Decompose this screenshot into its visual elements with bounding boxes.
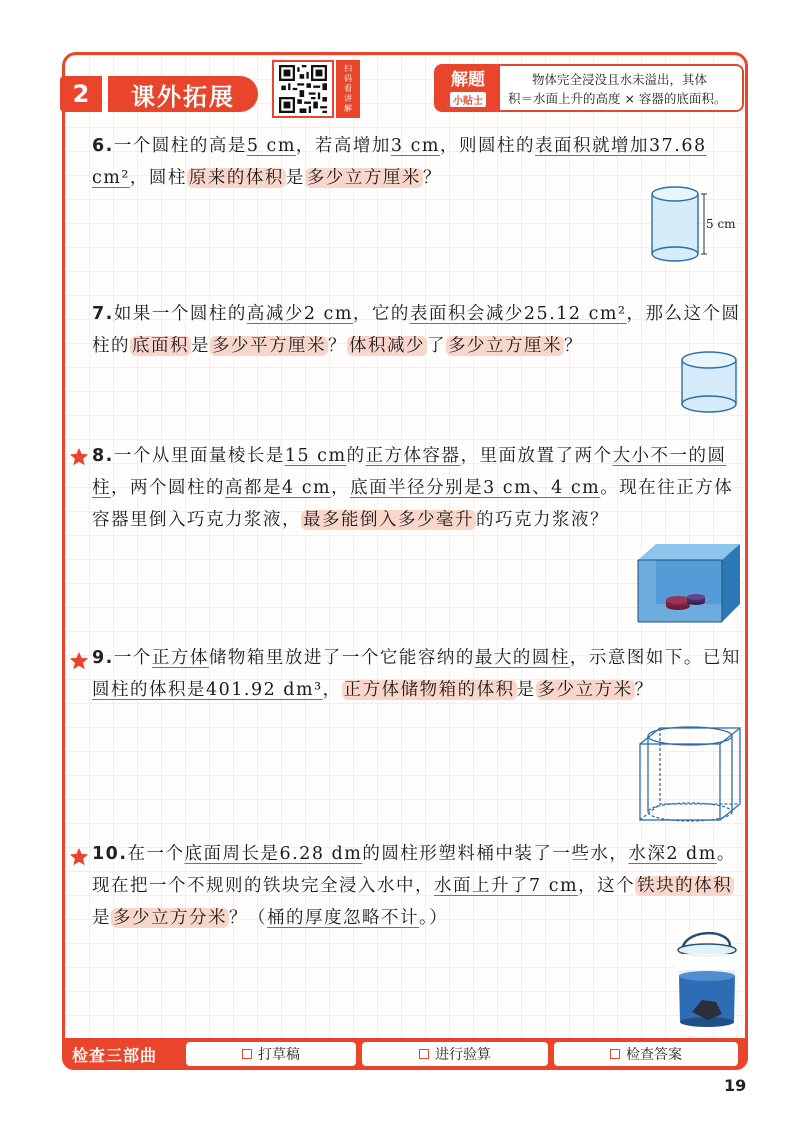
- section-number: 2: [60, 76, 102, 112]
- problem-7: 7.如果一个圆柱的高减少2 cm，它的表面积会减少25.12 cm²，那么这个圆柱的 底面积 是 多少平方厘米 ？ 体积减少 了 多少立方厘米 ？: [92, 304, 741, 356]
- check-item-answer[interactable]: 检查答案: [554, 1042, 738, 1066]
- star-icon: [68, 650, 90, 672]
- check-item-verify[interactable]: 进行验算: [362, 1042, 548, 1066]
- cube-cylinder-figure: [636, 724, 744, 824]
- cube-container-figure: [634, 540, 744, 626]
- tip-box: [434, 64, 744, 112]
- star-icon: [68, 846, 90, 868]
- problem-10: 10.在一个底面周长是6.28 dm的圆柱形塑料桶中装了一些水，水深2 dm。现在把一个不规则的铁块完全浸入水中，水面上升了7 cm，这个 铁块的体积是 多少立方分米 ？（桶的厚度忽略不计。）: [92, 844, 736, 928]
- cylinder-figure-6: [644, 184, 744, 266]
- tip-text: 物体完全浸没且水未溢出，其体 积＝水面上升的高度 × 容器的底面积。: [508, 72, 727, 106]
- problem-6: 6.一个圆柱的高是5 cm，若高增加3 cm，则圆柱的表面积就增加37.68 cm²，圆柱 原来的体积 是 多少立方厘米 ？: [92, 136, 707, 188]
- checkbox-icon[interactable]: [419, 1049, 429, 1059]
- qr-caption: 扫 码 看 讲 解: [336, 60, 360, 118]
- check-title: 检查三部曲: [72, 1045, 158, 1065]
- page-number: 19: [724, 1076, 747, 1095]
- check-item-draft[interactable]: 打草稿: [186, 1042, 356, 1066]
- qr-code[interactable]: [272, 60, 334, 118]
- height-label: 5 cm: [706, 217, 736, 231]
- checkbox-icon[interactable]: [242, 1049, 252, 1059]
- problem-9: 9.一个正方体储物箱里放进了一个它能容纳的最大的圆柱，示意图如下。已知圆柱的体积是401.92 dm³， 正方体储物箱的体积 是 多少立方米 ？: [92, 648, 741, 700]
- problem-8: 8.一个从里面量棱长是15 cm的正方体容器，里面放置了两个大小不一的圆柱，两个圆柱的高都是4 cm，底面半径分别是3 cm、4 cm。现在往正方体容器里倒入巧克力浆液， 最多能倒入多少毫升 的巧克力浆液？: [92, 446, 734, 530]
- checkbox-icon[interactable]: [610, 1049, 620, 1059]
- bucket-figure: [672, 924, 742, 1032]
- section-title: 课外拓展: [108, 76, 258, 112]
- tip-label: 解题 小贴士: [436, 66, 500, 110]
- qr-code-icon: [277, 65, 329, 113]
- check-bar: [62, 1038, 748, 1070]
- cylinder-figure-7: [678, 350, 742, 416]
- star-icon: [68, 446, 90, 468]
